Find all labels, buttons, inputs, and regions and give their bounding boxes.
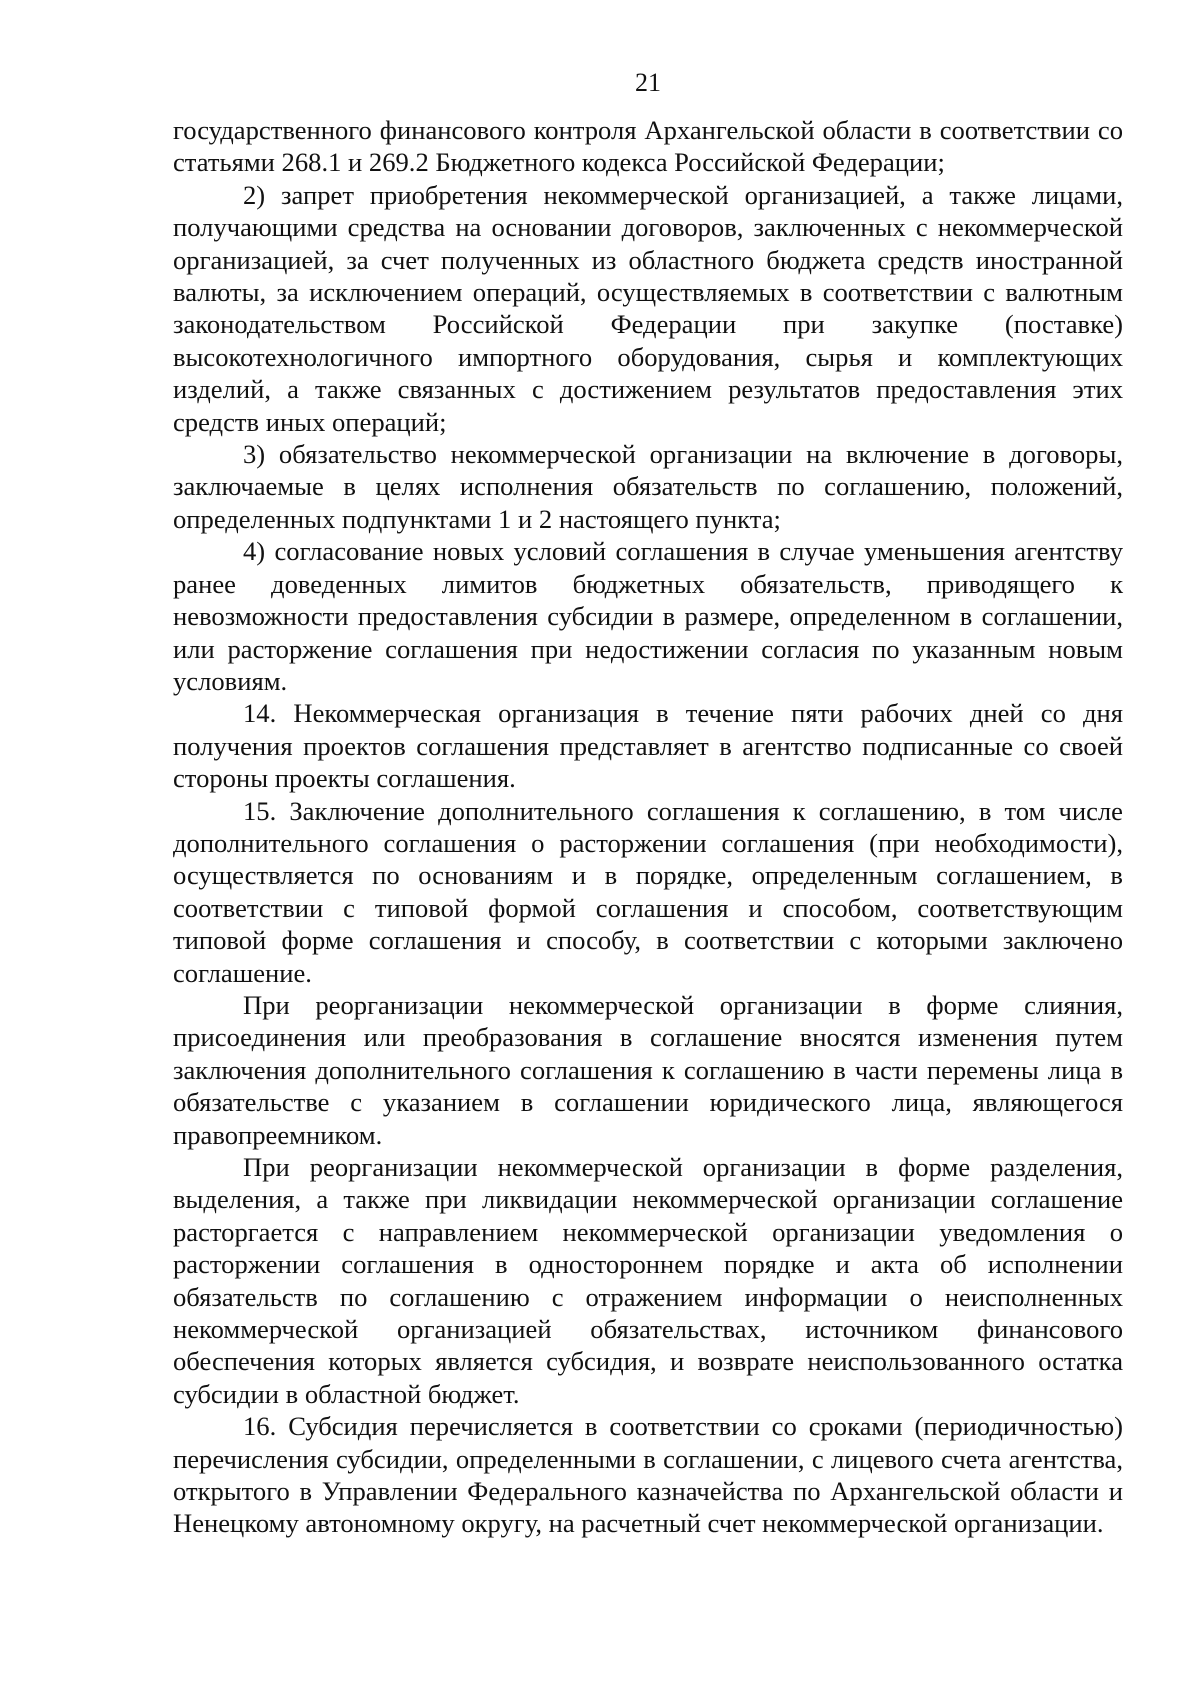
paragraph-continuation: государственного финансового контроля Архангельской области в соответствии со статьями 268.1 и 269.2 Бюджетного кодекса Российской Федерации; — [173, 115, 1123, 178]
paragraph-reorganization-division: При реорганизации некоммерческой организации в форме разделения, выделения, а также при ликвидации некоммерческой организации соглашение расторгается с направлением некоммерческой организации уведомления о расторжении соглашения в одностороннем порядке и акта об исполнении обязательств по соглашению с отражением информации о неисполненных некоммерческой организацией обязательствах, источником финансового обеспечения которых является субсидия, и возврате неиспользованного остатка субсидии в областной бюджет. — [173, 1152, 1123, 1409]
paragraph-clause-15: 15. Заключение дополнительного соглашения к соглашению, в том числе дополнительного соглашения о расторжении соглашения (при необходимости), осуществляется по основаниям и в порядке, определенным соглашением, в соответствии с типовой формой соглашения и способом, соответствующим типовой форме соглашения и способу, в соответствии с которыми заключено соглашение. — [173, 795, 1123, 988]
page-number: 21 — [635, 68, 661, 97]
paragraph-clause-14: 14. Некоммерческая организация в течение пяти рабочих дней со дня получения проектов соглашения представляет в агентство подписанные со своей стороны проекты соглашения. — [173, 698, 1123, 794]
document-page — [173, 0, 1123, 1697]
document-body — [173, 114, 1123, 1540]
paragraph-reorganization-merger: При реорганизации некоммерческой организации в форме слияния, присоединения или преобразования в соглашение вносятся изменения путем заключения дополнительного соглашения к соглашению в части перемены лица в обязательстве с указанием в соглашении юридического лица, являющегося правопреемником. — [173, 989, 1123, 1150]
paragraph-clause-16: 16. Субсидия перечисляется в соответствии со сроками (периодичностью) перечисления субсидии, определенными в соглашении, с лицевого счета агентства, открытого в Управлении Федерального казначейства по Архангельской области и Ненецкому автономному округу, на расчетный счет некоммерческой организации. — [173, 1411, 1123, 1539]
paragraph-item-3: 3) обязательство некоммерческой организации на включение в договоры, заключаемые в целях исполнения обязательств по соглашению, положений, определенных подпунктами 1 и 2 настоящего пункта; — [173, 439, 1123, 534]
paragraph-item-2: 2) запрет приобретения некоммерческой организацией, а также лицами, получающими средства на основании договоров, заключенных с некоммерческой организацией, за счет полученных из областного бюджета средств иностранной валюты, за исключением операций, осуществляемых в соответствии с валютным законодательством Российской Федерации при закупке (поставке) высокотехнологичного импортного оборудования, сырья и комплектующих изделий, а также связанных с достижением результатов предоставления этих средств иных операций; — [173, 179, 1123, 437]
paragraph-item-4: 4) согласование новых условий соглашения в случае уменьшения агентству ранее доведенных лимитов бюджетных обязательств, приводящего к невозможности предоставления субсидии в размере, определенном в соглашении, или расторжение соглашения при недостижении согласия по указанным новым условиям. — [173, 536, 1123, 696]
